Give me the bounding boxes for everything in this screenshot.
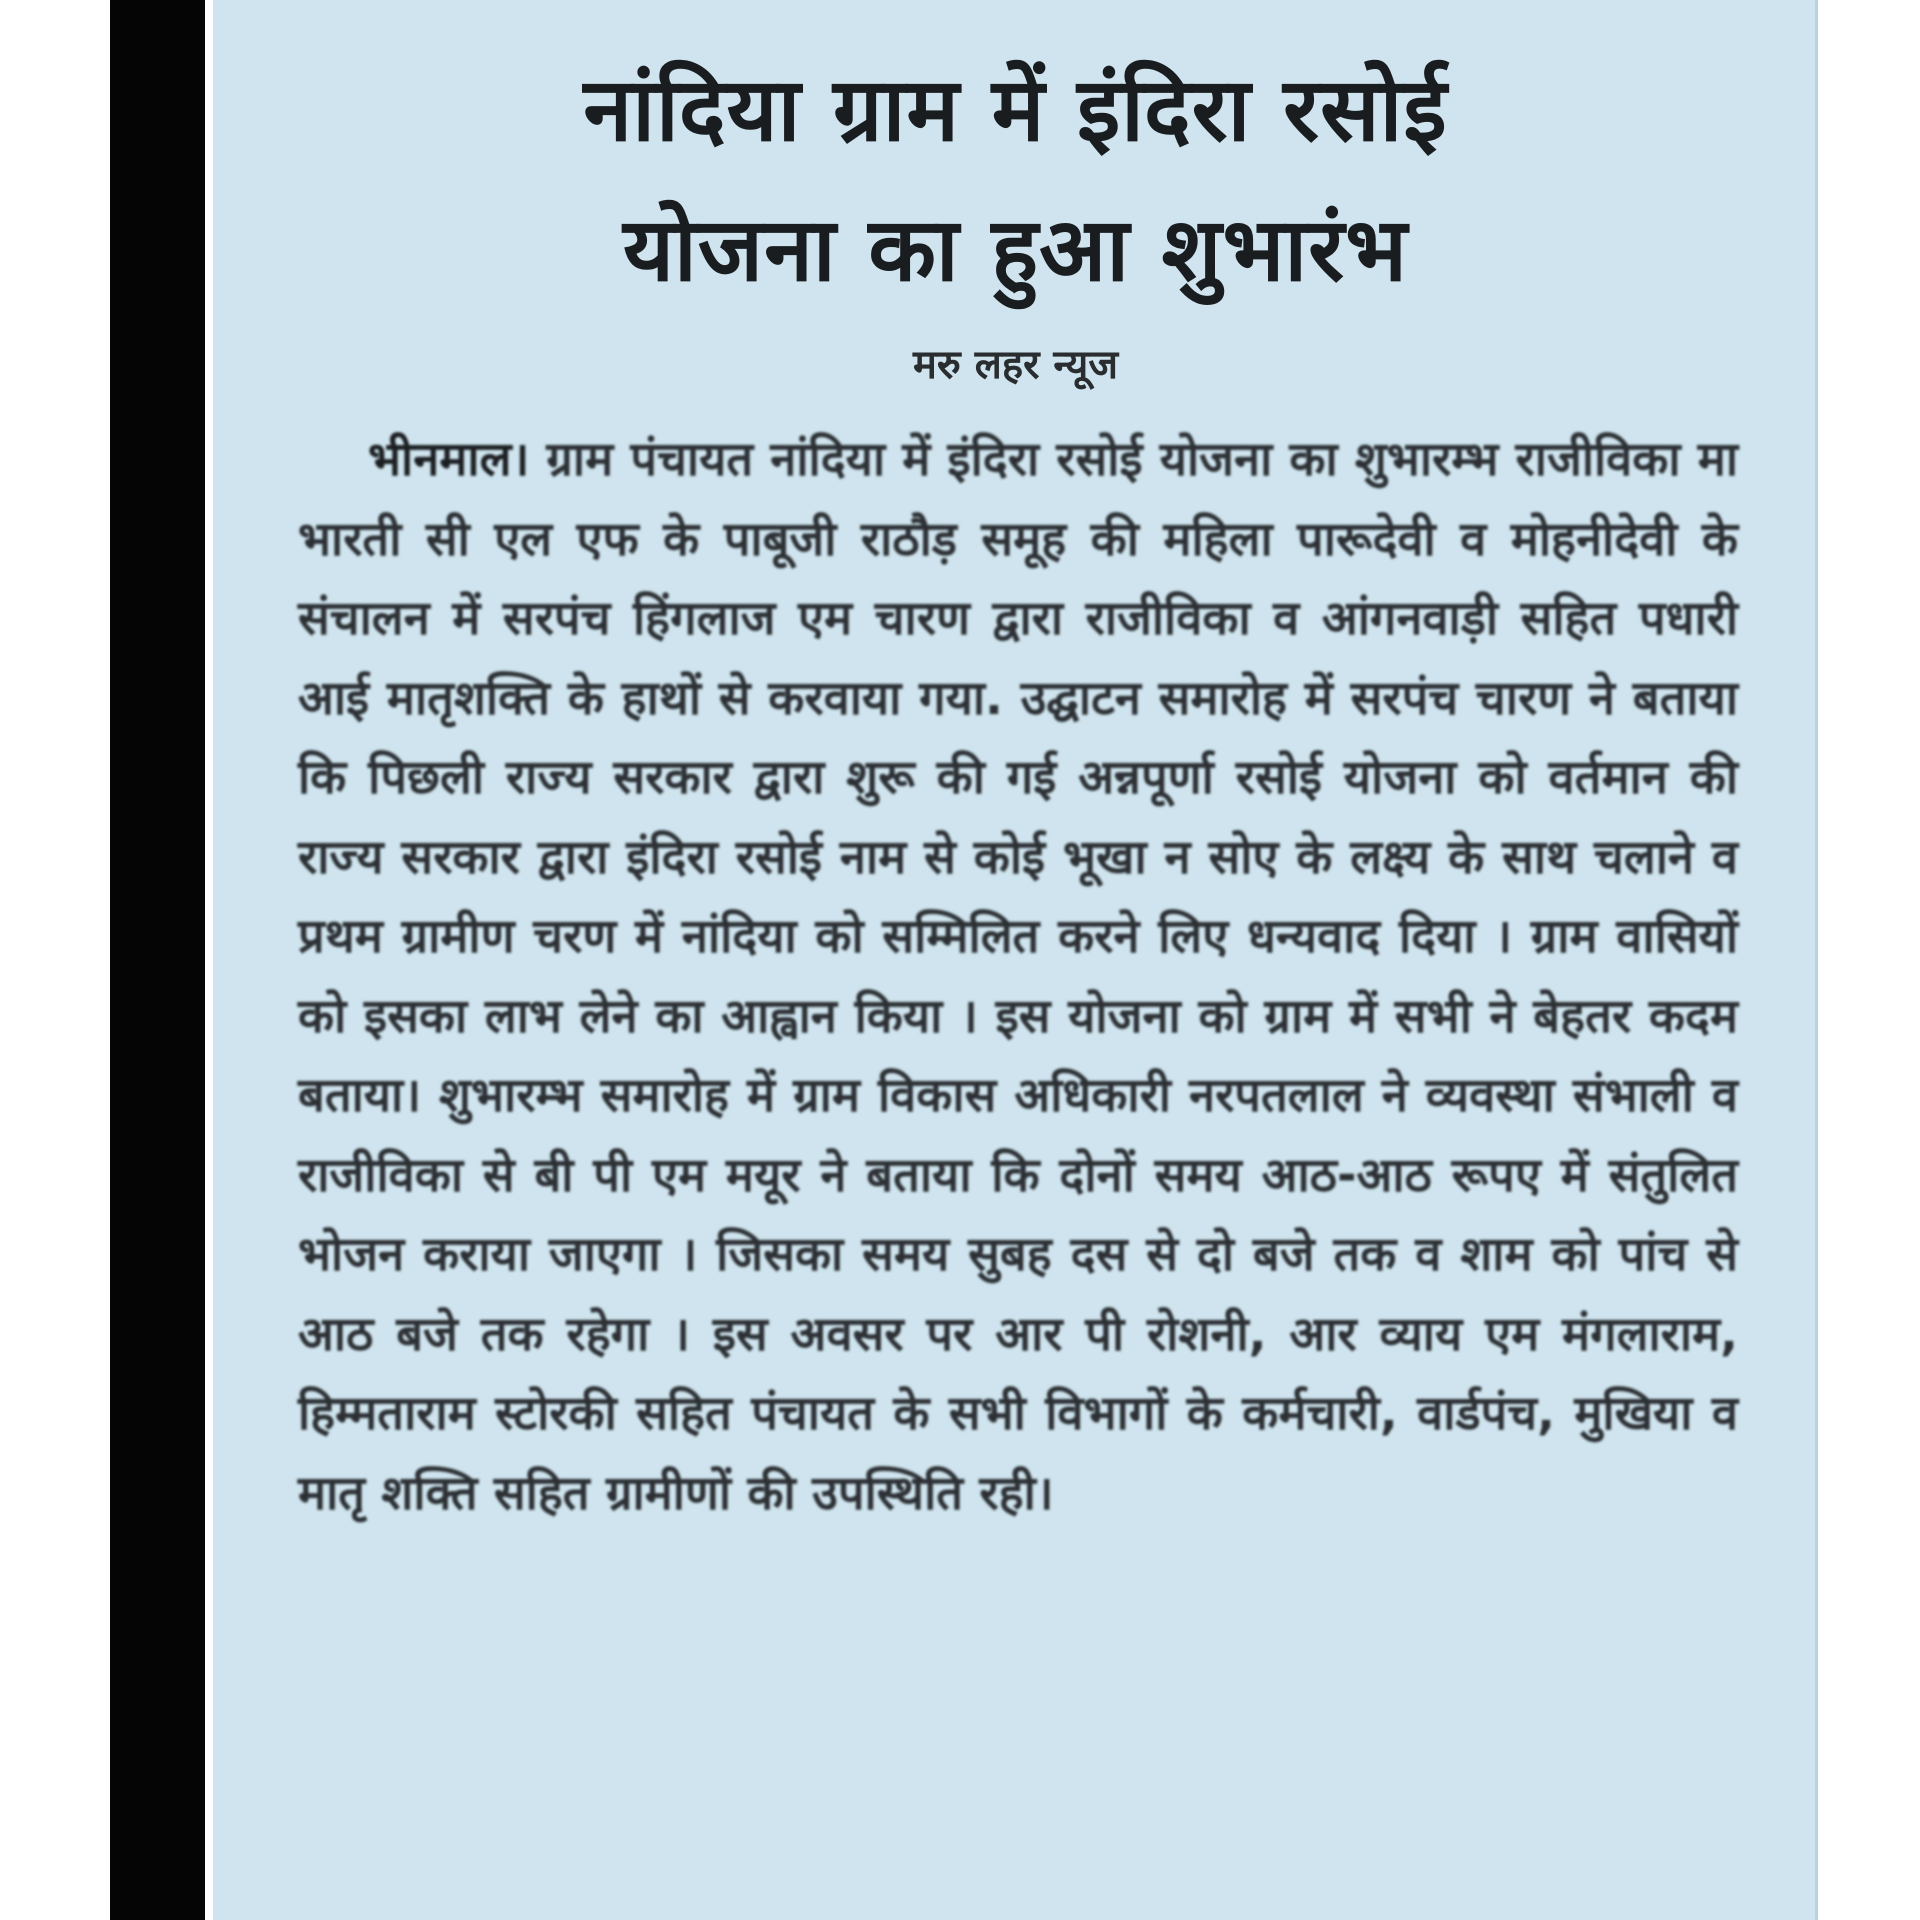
dateline: भीनमाल। [368, 432, 530, 487]
byline: मरु लहर न्यूज [912, 342, 1119, 388]
headline [213, 40, 1818, 320]
headline-line-1: नांदिया ग्राम में इंदिरा रसोई [583, 58, 1448, 161]
article-body-text: ग्राम पंचायत नांदिया में इंदिरा रसोई योजना का शुभारम्भ राजीविका मा भारती सी एल एफ के पाबूजी राठौड़ समूह की महिला पारूदेवी व मोहनीदेवी के संचालन में सरपंच हिंगलाज एम चारण द्वारा राजीविका व आंगनवाड़ी सहित पधारी आई मातृशक्ति के हाथों से करवाया गया. उद्घाटन समारोह में सरपंच चारण ने बताया कि पिछली राज्य सरकार द्वारा शुरू की गई अन्नपूर्णा रसोई योजना को वर्तमान की राज्य सरकार द्वारा इंदिरा रसोई नाम से कोई भूखा न सोए के लक्ष्य के साथ चलाने व प्रथम ग्रामीण चरण में नांदिया को सम्मिलित करने लिए धन्यवाद दिया । ग्राम वासियों को इसका लाभ लेने का आह्वान किया । इस योजना को ग्राम में सभी ने बेहतर कदम बताया। शुभारम्भ समारोह में ग्राम विकास अधिकारी नरपतलाल ने व्यवस्था संभाली व राजीविका से बी पी एम मयूर ने बताया कि दोनों समय आठ-आठ रूपए में संतुलित भोजन कराया जाएगा । जिसका समय सुबह दस से दो बजे तक व शाम को पांच से आठ बजे तक रहेगा । इस अवसर पर आर पी रोशनी, आर व्याय एम मंगलाराम, हिम्मताराम स्टोरकी सहित पंचायत के सभी विभागों के कर्मचारी, वार्डपंच, मुखिया व मातृ शक्ति सहित ग्रामीणों की उपस्थिति रही। [298, 432, 1738, 1521]
headline-line-2: योजना का हुआ शुभारंभ [622, 198, 1409, 301]
article-body [298, 420, 1738, 1533]
newspaper-clipping [213, 0, 1818, 1920]
left-black-border [110, 0, 205, 1920]
white-gap [205, 0, 213, 1920]
